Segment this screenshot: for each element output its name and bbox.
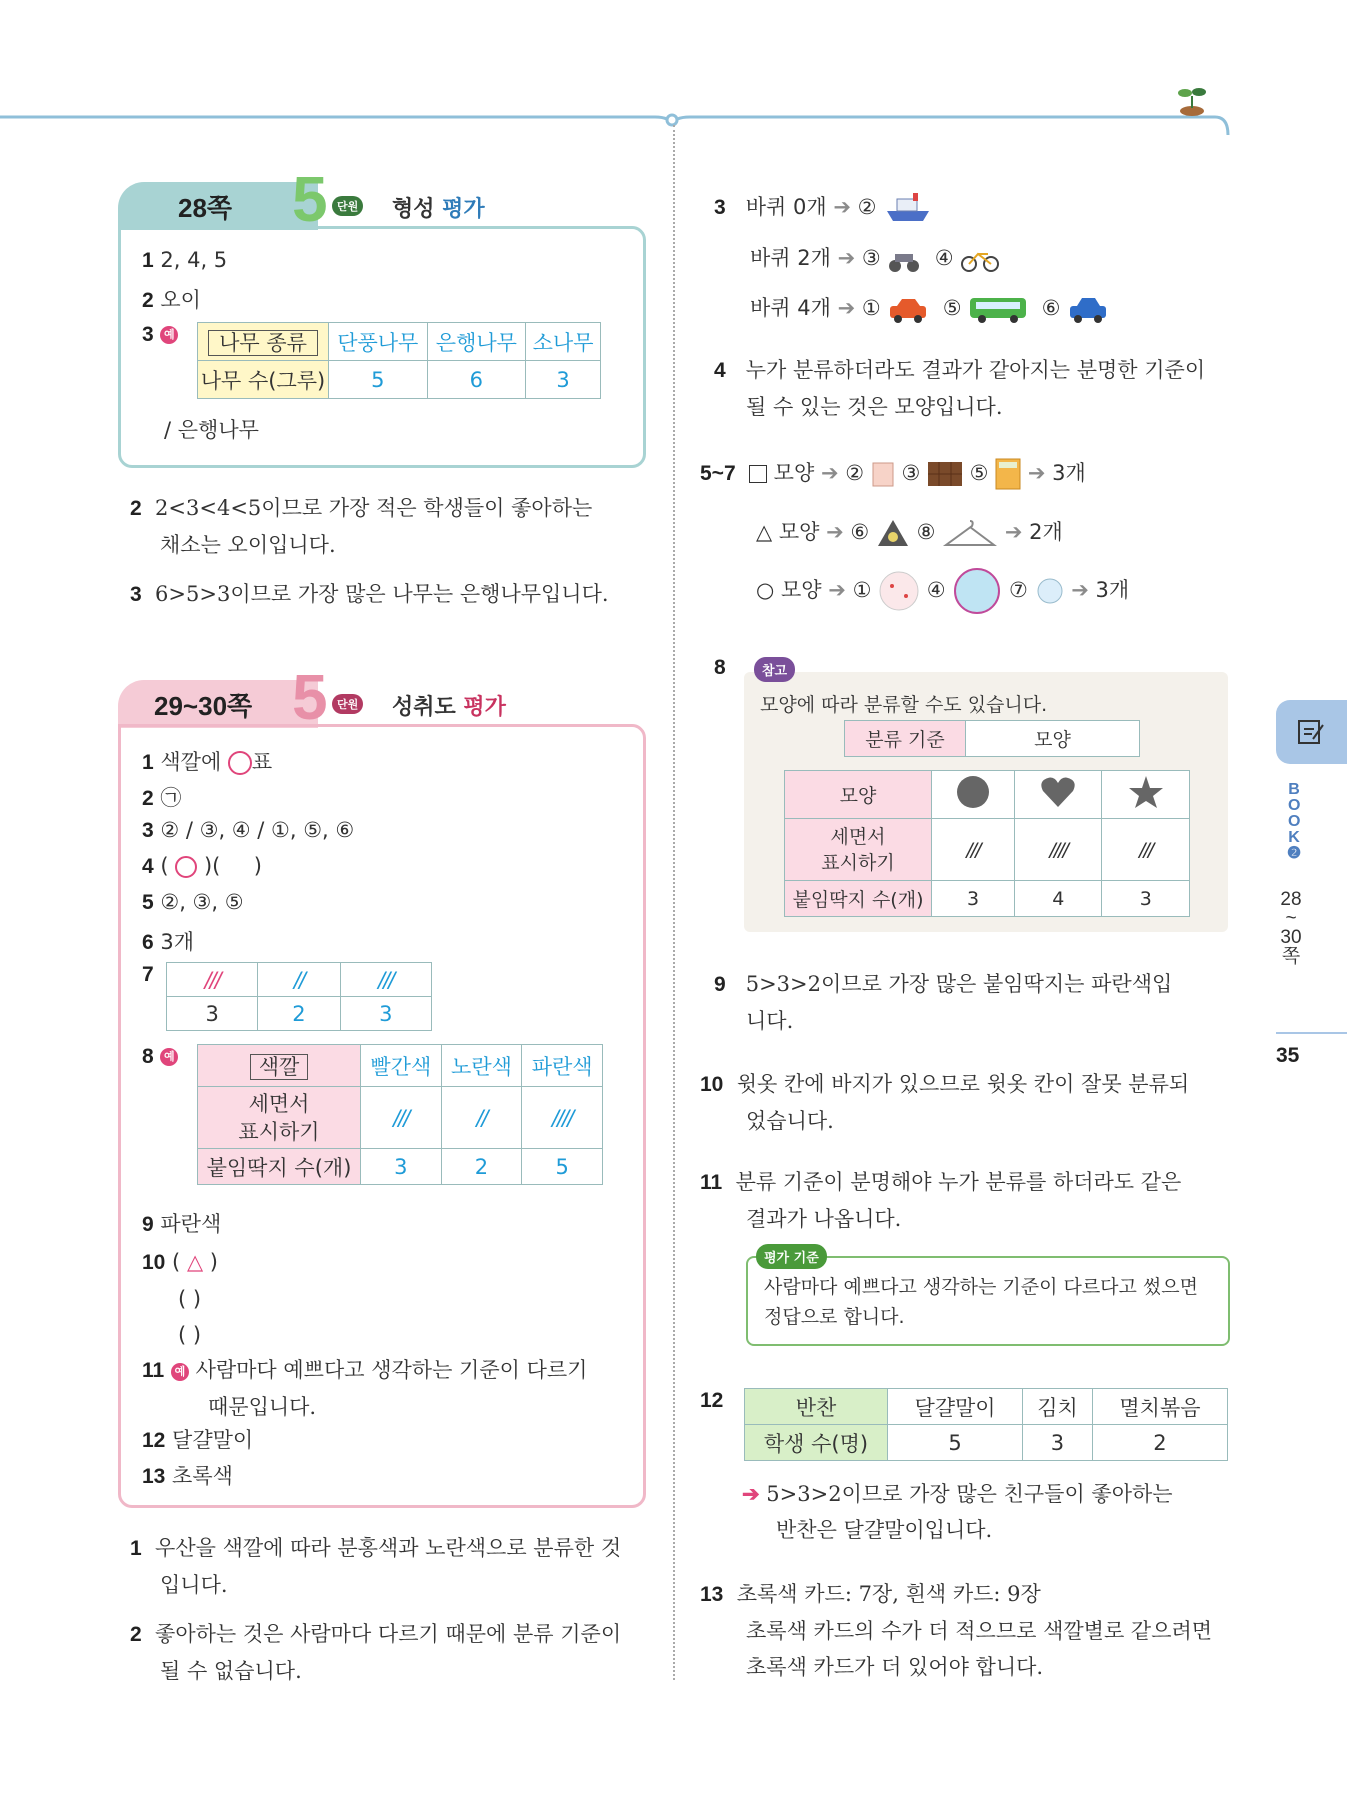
question-12-explanation: ➔ 5>3>2이므로 가장 많은 친구들이 좋아하는 반찬은 달걀말이입니다. <box>742 1481 1173 1542</box>
book-label: BOOK ❷ <box>1286 781 1302 862</box>
answer-10: 10 ( △ ) ( ) ( ) <box>142 1250 218 1347</box>
example-badge: 예 <box>160 1048 178 1066</box>
page-label: 28쪽 <box>178 192 233 223</box>
answer-7: 7 <box>142 963 154 986</box>
tree-table: 나무 종류 단풍나무 은행나무 소나무 나무 수(그루) 5 6 3 <box>197 322 601 399</box>
mirror-icon <box>952 566 1002 616</box>
answer-13: 13 초록색 <box>142 1464 233 1488</box>
unit-badge: 단원 <box>332 196 363 216</box>
section-29-header <box>118 661 638 733</box>
shape-table: 모양 세면서 표시하기 /// //// /// 붙임딱지 수(개) 3 4 3 <box>784 770 1190 917</box>
chocolate-icon <box>927 461 963 487</box>
heart-shape-icon <box>1040 775 1076 809</box>
right-rule <box>1276 1032 1347 1034</box>
side-dish-table: 반찬 달걀말이 김치 멸치볶음 학생 수(명) 5 3 2 <box>744 1388 1228 1461</box>
notepad-icon <box>1296 717 1326 747</box>
explanation-2: 2 2<3<4<5이므로 가장 적은 학생들이 좋아하는 채소는 오이입니다. <box>130 496 593 557</box>
answer-8: 8 예 <box>142 1044 178 1069</box>
page-number: 35 <box>1276 1044 1300 1067</box>
page-range: 28 ~ 30 쪽 <box>1280 889 1302 967</box>
car-icon <box>887 294 929 324</box>
star-shape-icon <box>1128 775 1164 809</box>
question-5-7: 5~7 모양 ➔ ② ③ ⑤ ➔ 3개 △ 모양 ➔ ⑥ ⑧ ➔ 2개 ○ 모양 ➔ ① ④ ⑦ ➔ 3개 <box>700 444 1129 619</box>
column-divider <box>673 125 675 1680</box>
answer-2: 2 ㉠ <box>142 786 182 810</box>
answer-3-tail: / 은행나무 <box>164 418 259 442</box>
question-10: 10 윗옷 칸에 바지가 있으므로 윗옷 칸이 잘못 분류되 었습니다. <box>700 1072 1190 1133</box>
section-28-header <box>118 163 638 235</box>
book-tab <box>1276 700 1347 764</box>
answer-9: 9 파란색 <box>142 1212 222 1236</box>
evaluation-text: 사람마다 예쁘다고 생각하는 기준이 다르다고 썼으면 정답으로 합니다. <box>764 1276 1198 1328</box>
unit-number: 5 <box>292 661 328 733</box>
answer-3: 3 ② / ③, ④ / ①, ⑤, ⑥ <box>142 818 355 842</box>
ship-icon <box>883 191 933 225</box>
bicycle-icon <box>960 244 1000 274</box>
answer-11: 11 예 사람마다 예쁘다고 생각하는 기준이 다르기 때문입니다. <box>142 1358 588 1419</box>
example-badge: 예 <box>171 1363 189 1381</box>
question-9: 9 5>3>2이므로 가장 많은 붙임딱지는 파란색입 니다. <box>714 972 1173 1033</box>
page-label: 29~30쪽 <box>154 690 253 721</box>
explanation-1: 1 우산을 색깔에 따라 분홍색과 노란색으로 분류한 것 입니다. <box>130 1536 622 1597</box>
calculator-icon <box>995 458 1021 490</box>
question-11: 11 분류 기준이 분명해야 누가 분류를 하더라도 같은 결과가 나옵니다. <box>700 1170 1182 1231</box>
answer-1: 1 색깔에 표 <box>142 750 273 774</box>
button-item-icon <box>1035 576 1065 606</box>
color-table: 색깔 빨간색 노란색 파란색 세면서 표시하기 /// // //// 붙임딱지 수(개) 3 2 5 <box>197 1044 603 1185</box>
answer-3: 3 예 <box>142 322 178 347</box>
answer-5: 5 ②, ③, ⑤ <box>142 890 244 914</box>
section-title: 형성 평가 <box>392 197 485 222</box>
answer-1: 1 2, 4, 5 <box>142 248 228 272</box>
triangle-item-icon <box>876 518 910 548</box>
motorcycle-icon <box>887 244 921 274</box>
notepad-item-icon <box>871 460 895 488</box>
answer-4: 4 ( )( ) <box>142 854 262 878</box>
sprout-icon <box>1172 78 1212 118</box>
unit-number: 5 <box>292 163 328 235</box>
question-4: 4 누가 분류하더라도 결과가 같아지는 분명한 기준이 될 수 있는 것은 모양입니다. <box>714 358 1206 419</box>
header-line <box>0 95 1240 145</box>
reference-text: 모양에 따라 분류할 수도 있습니다. <box>760 694 1048 716</box>
answer-2: 2 오이 <box>142 288 201 312</box>
answer-12: 12 달걀말이 <box>142 1428 254 1452</box>
explanation-3: 3 6>5>3이므로 가장 많은 나무는 은행나무입니다. <box>130 582 609 606</box>
unit-badge: 단원 <box>332 694 363 714</box>
question-12-number: 12 <box>700 1389 724 1412</box>
question-13: 13 초록색 카드: 7장, 흰색 카드: 9장 초록색 카드의 수가 더 적으므로 색깔별로 같으려면 초록색 카드가 더 있어야 합니다. <box>700 1582 1213 1679</box>
circle-shape-icon <box>956 775 990 809</box>
evaluation-badge: 평가 기준 <box>756 1244 827 1269</box>
answer-6: 6 3개 <box>142 930 195 954</box>
car-icon <box>1067 294 1109 324</box>
reference-badge: 참고 <box>754 657 795 682</box>
explanation-2b: 2 좋아하는 것은 사람마다 다르기 때문에 분류 기준이 될 수 없습니다. <box>130 1622 622 1683</box>
bus-icon <box>968 294 1028 324</box>
tally-table-7: /// // /// 3 2 3 <box>166 962 432 1031</box>
question-8-number: 8 <box>714 656 726 679</box>
hanger-icon <box>942 517 998 549</box>
section-title: 성취도 평가 <box>392 695 506 720</box>
criteria-table: 분류 기준 모양 <box>844 720 1140 757</box>
example-badge: 예 <box>160 326 178 344</box>
plate-icon <box>878 570 920 612</box>
question-3: 3 바퀴 0개 ➔ ② 바퀴 2개 ➔ ③ ④ 바퀴 4개 ➔ ① ⑤ ⑥ <box>714 182 1109 333</box>
